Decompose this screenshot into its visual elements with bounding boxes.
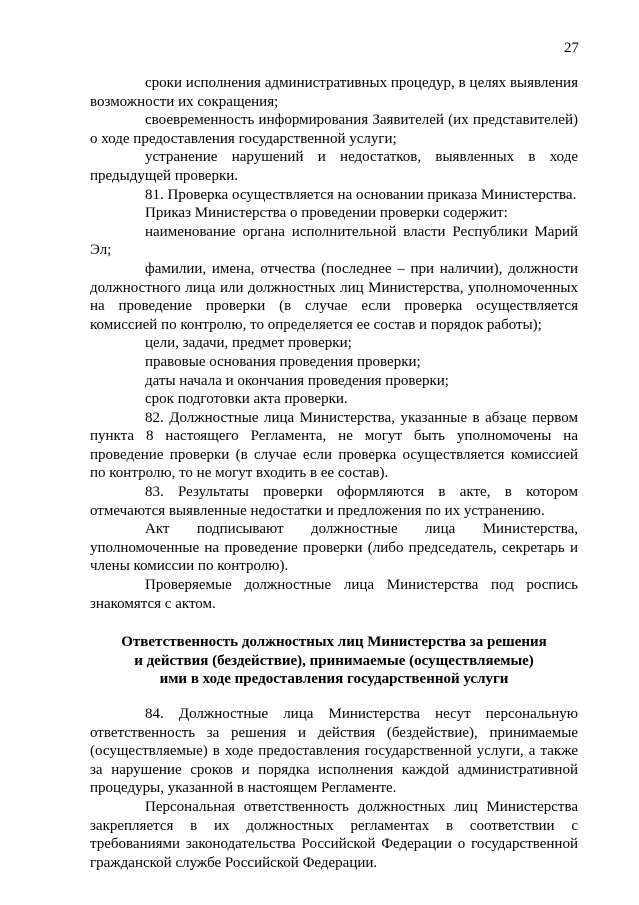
paragraph: наименование органа исполнительной власти Республики Марий Эл; [90, 223, 578, 259]
paragraph: Приказ Министерства о проведении проверки содержит: [145, 205, 508, 222]
paragraph: правовые основания проведения проверки; [145, 353, 421, 370]
paragraph: сроки исполнения административных процедур, в целях выявления возможности их сокращения; [90, 75, 578, 110]
document-body [90, 74, 578, 872]
page-number: 27 [564, 40, 579, 56]
paragraph: 81. Проверка осуществляется на основании приказа Министерства. [145, 186, 577, 203]
section-title [90, 633, 578, 689]
paragraph: Проверяемые должностные лица Министерства под роспись знакомятся с актом. [90, 577, 578, 612]
paragraph: 83. Результаты проверки оформляются в акте, в котором отмечаются выявленные недостатки и предложения по их устранению. [90, 484, 578, 519]
paragraph: 84. Должностные лица Министерства несут персональную ответственность за решения и действия (бездействие), принимаемые (осуществляемые) в ходе предоставления государственной услуги, а также за нарушение сроков и порядка исполнения каждой административной процедуры, указанной в настоящем Регламенте. [90, 706, 578, 797]
paragraph: фамилии, имена, отчества (последнее – при наличии), должности должностного лица или должностных лиц Министерства, уполномоченных на проведение проверки (в случае если проверка осуществляется комиссией по контролю, то определяется ее состав и порядок работы); [90, 260, 578, 333]
paragraph: 82. Должностные лица Министерства, указанные в абзаце первом пункта 8 настоящего Регламента, не могут быть уполномочены на проведение проверки (в случае если проверка осуществляется комиссией по контролю, то не могут входить в ее состав). [90, 409, 578, 482]
paragraph: Акт подписывают должностные лица Министерства, уполномоченные на проведение проверки (либо председатель, секретарь и члены комиссии по контролю). [90, 521, 578, 575]
paragraph: Персональная ответственность должностных лиц Министерства закрепляется в их должностных регламентах в соответствии с требованиями законодательства Российской Федерации о государственной гражданской службе Российской Федерации. [90, 798, 578, 871]
paragraph: срок подготовки акта проверки. [145, 391, 348, 408]
section-title-line: и действия (бездействие), принимаемые (осуществляемые) [134, 652, 534, 669]
section-title-line: Ответственность должностных лиц Министерства за решения [121, 634, 547, 651]
section-title-line: ими в ходе предоставления государственной услуги [159, 671, 509, 688]
paragraph: своевременность информирования Заявителей (их представителей) о ходе предоставления государственной услуги; [90, 112, 578, 147]
paragraph: устранение нарушений и недостатков, выявленных в ходе предыдущей проверки. [90, 149, 578, 184]
paragraph: даты начала и окончания проведения проверки; [145, 372, 449, 389]
paragraph: цели, задачи, предмет проверки; [145, 335, 352, 352]
